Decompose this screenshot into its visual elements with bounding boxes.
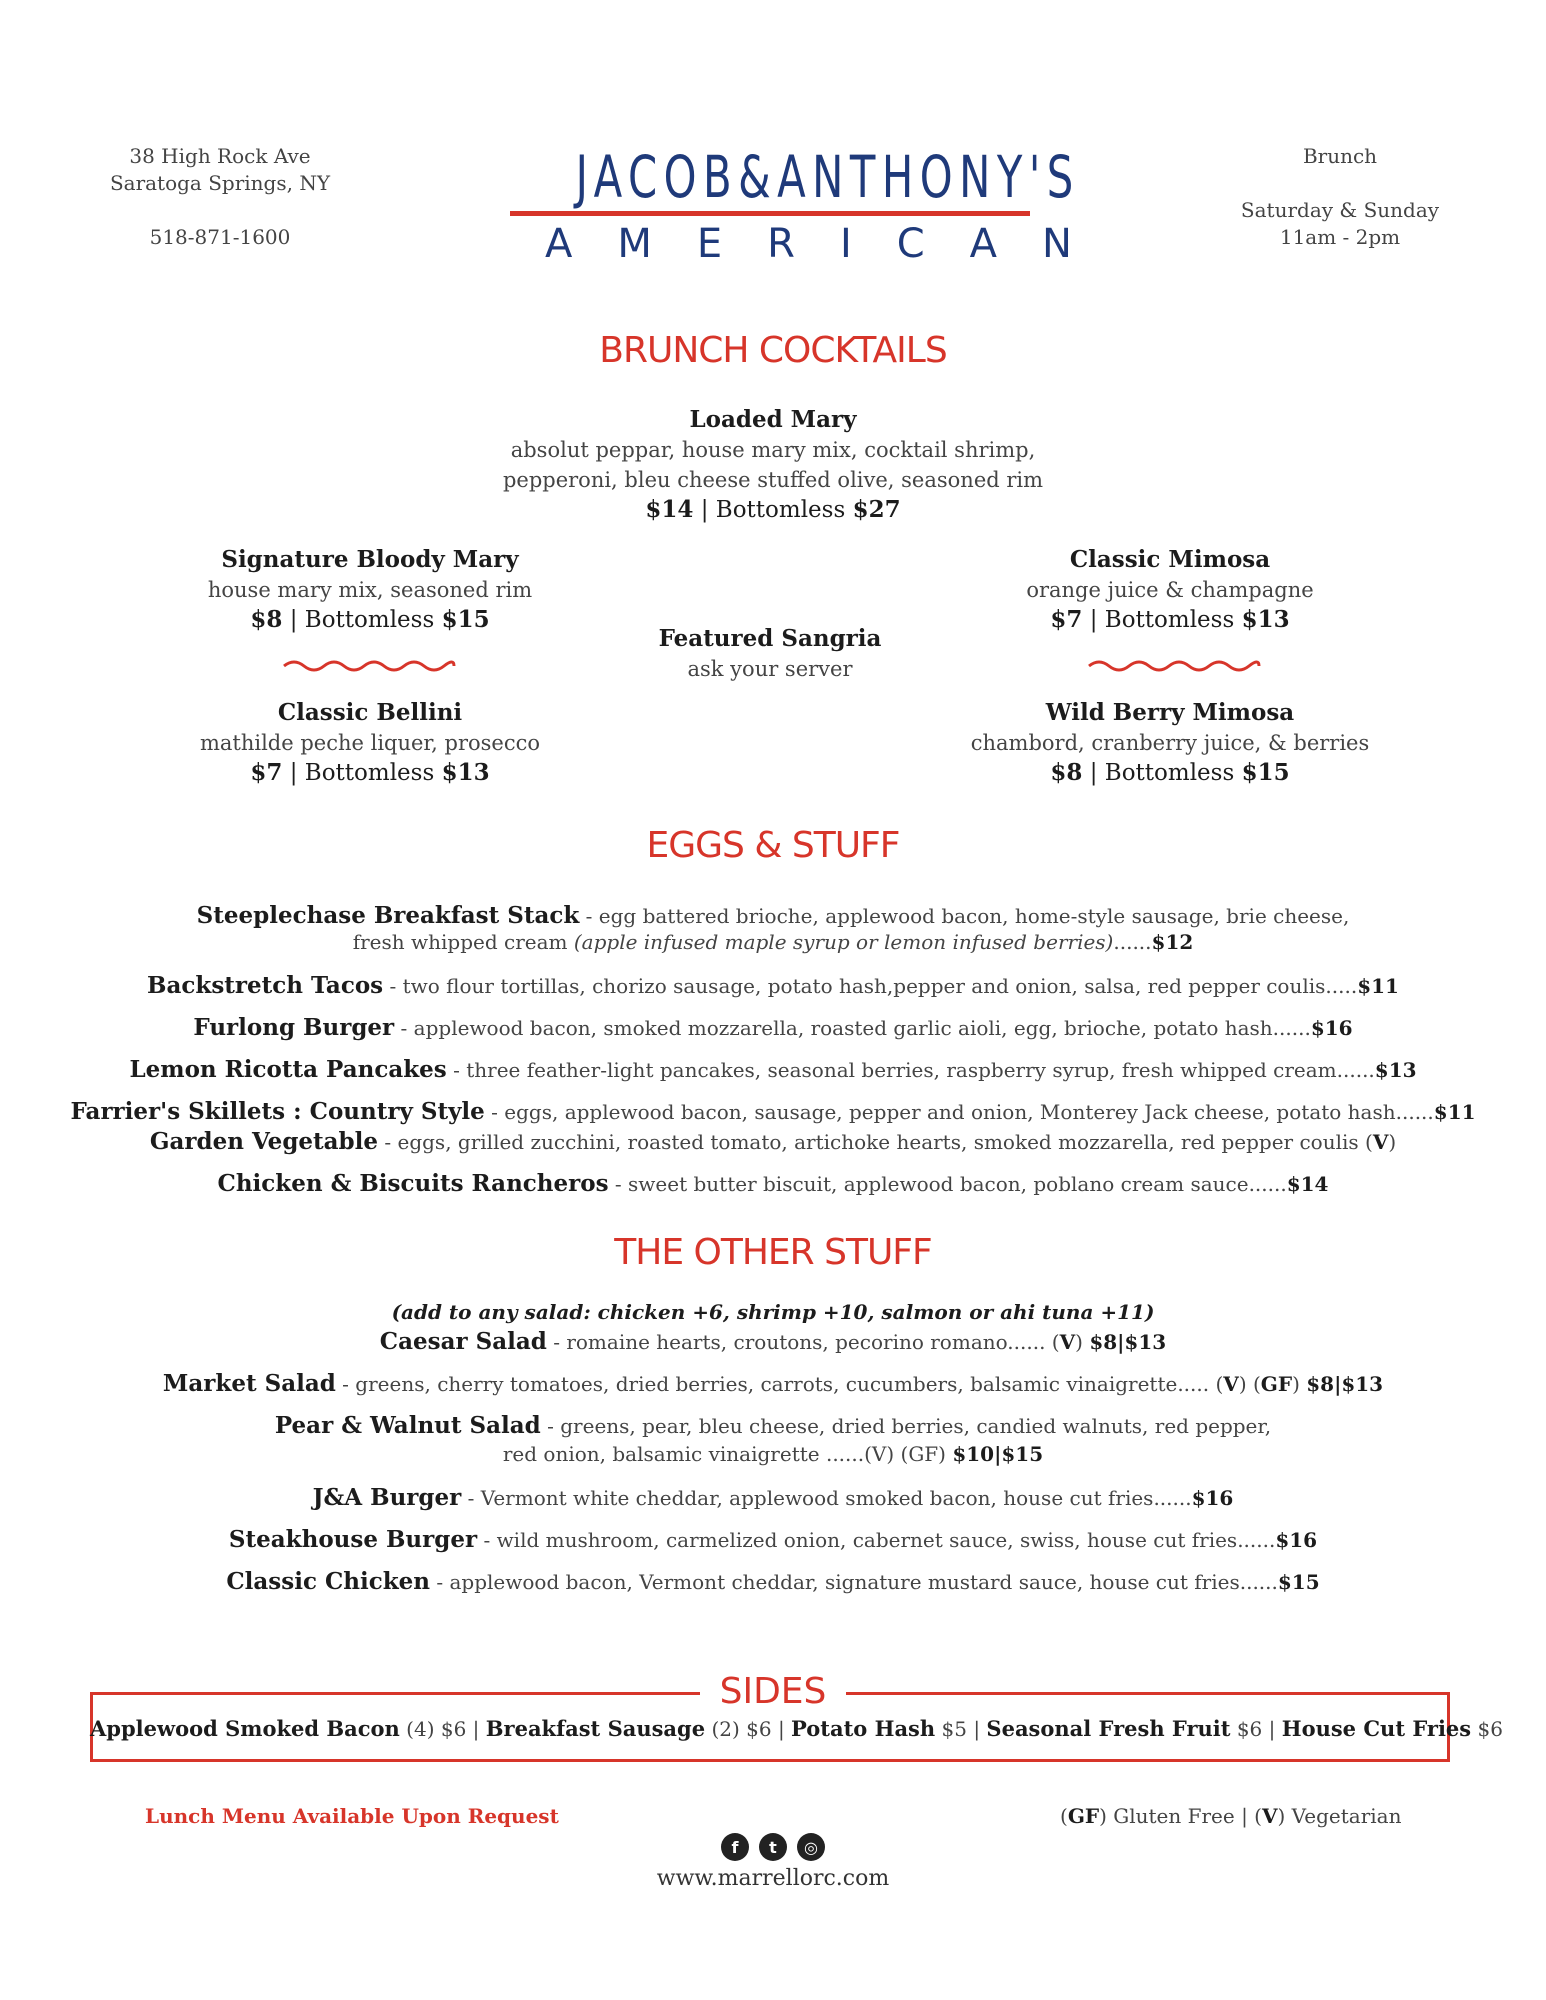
side-item-name: Breakfast Sausage [485,1716,706,1741]
bellini-item [190,698,550,788]
sides-section-title: SIDES [700,1670,846,1714]
eggs-section-title: EGGS & STUFF [646,825,900,866]
right-wave-divider [1087,658,1262,674]
menu-item-caesar: Caesar Salad - romaine hearts, croutons, pecorino romano...... (V) $8|$13 [379,1328,1167,1355]
lunch-menu-note: Lunch Menu Available Upon Request [145,1804,559,1828]
address-line2: Saratoga Springs, NY [109,171,331,195]
restaurant-address [90,143,350,251]
restaurant-logo [500,143,1117,267]
address-line1: 38 High Rock Ave [129,144,311,168]
item-price: $7 | Bottomless $13 [1050,606,1290,633]
item-name: Signature Bloody Mary [221,546,519,573]
side-item-name: Potato Hash [791,1716,936,1741]
item-name: Classic Mimosa [1069,546,1271,573]
loaded-mary-item [473,405,1073,525]
menu-item-classic-chicken: Classic Chicken - applewood bacon, Vermont cheddar, signature mustard sauce, house cut fries......$15 [226,1568,1320,1595]
service-hours [1210,143,1470,251]
item-desc: ask your server [687,657,853,681]
menu-item-ja-burger: J&A Burger - Vermont white cheddar, applewood smoked bacon, house cut fries......$16 [312,1484,1234,1511]
sangria-item [590,624,950,684]
side-item-name: Applewood Smoked Bacon [90,1716,400,1741]
logo-divider [510,211,1030,216]
menu-item-skillets: Farrier's Skillets : Country Style - eggs, applewood bacon, sausage, pepper and onion, Monterey Jack cheese, potato hash......$11 [70,1098,1476,1125]
item-price: $14 | Bottomless $27 [645,496,901,523]
twitter-icon[interactable]: t [759,1833,787,1861]
menu-item-pear-walnut: Pear & Walnut Salad - greens, pear, bleu cheese, dried berries, candied walnuts, red pepper, [274,1412,1272,1439]
item-price: $7 | Bottomless $13 [250,759,490,786]
meal-name: Brunch [1302,144,1378,168]
item-desc: house mary mix, seasoned rim [207,578,533,602]
website-link[interactable]: www.marrellorc.com [656,1866,890,1891]
service-days: Saturday & Sunday [1240,198,1440,222]
menu-item-pear-walnut-cont: red onion, balsamic vinaigrette ......(V) (GF) $10|$15 [502,1442,1044,1466]
bloody-mary-item [190,545,550,635]
cocktails-section-title: BRUNCH COCKTAILS [599,330,947,371]
sides-list: Applewood Smoked Bacon (4) $6 | Breakfast Sausage (2) $6 | Potato Hash $5 | Seasonal Fresh Fruit $6 | House Cut Fries $6 [90,1716,1503,1741]
diet-legend: (GF) Gluten Free | (V) Vegetarian [1060,1804,1402,1828]
side-item-name: House Cut Fries [1281,1716,1472,1741]
item-name: Wild Berry Mimosa [1045,699,1295,726]
item-desc: chambord, cranberry juice, & berries [970,731,1370,755]
logo-top-text: JACOB&ANTHONY'S [575,143,1080,211]
facebook-icon[interactable]: f [721,1833,749,1861]
item-name: Classic Bellini [277,699,463,726]
menu-item-market-salad: Market Salad - greens, cherry tomatoes, dried berries, carrots, cucumbers, balsamic vinaigrette..... (V) (GF) $8|$13 [162,1370,1384,1397]
menu-item-tacos: Backstretch Tacos - two flour tortillas, chorizo sausage, potato hash,pepper and onion, salsa, red pepper coulis.....$11 [147,972,1399,999]
menu-item-steeplechase-cont: fresh whipped cream (apple infused maple syrup or lemon infused berries)......$12 [352,930,1194,954]
item-name: Featured Sangria [658,625,882,652]
menu-item-rancheros: Chicken & Biscuits Rancheros - sweet butter biscuit, applewood bacon, poblano cream sauce......$14 [217,1170,1329,1197]
other-section-title: THE OTHER STUFF [614,1232,932,1273]
left-wave-divider [282,658,457,674]
instagram-icon[interactable]: ◎ [797,1833,825,1861]
menu-item-furlong-burger: Furlong Burger - applewood bacon, smoked mozzarella, roasted garlic aioli, egg, brioche, potato hash......$16 [193,1014,1353,1041]
menu-item-steakhouse-burger: Steakhouse Burger - wild mushroom, carmelized onion, cabernet sauce, swiss, house cut fries......$16 [228,1526,1318,1553]
social-links [708,1833,838,1861]
side-item-name: Seasonal Fresh Fruit [986,1716,1231,1741]
logo-bottom-text: AMERICAN [545,221,1117,267]
item-desc: pepperoni, bleu cheese stuffed olive, seasoned rim [502,468,1044,492]
salad-addon-note: (add to any salad: chicken +6, shrimp +10, salmon or ahi tuna +11) [391,1300,1155,1324]
item-desc: absolut peppar, house mary mix, cocktail shrimp, [510,438,1036,462]
item-price: $8 | Bottomless $15 [250,606,490,633]
classic-mimosa-item [990,545,1350,635]
menu-item-pancakes: Lemon Ricotta Pancakes - three feather-light pancakes, seasonal berries, raspberry syrup, fresh whipped cream......$13 [129,1056,1417,1083]
item-price: $8 | Bottomless $15 [1050,759,1290,786]
menu-item-steeplechase: Steeplechase Breakfast Stack - egg battered brioche, applewood bacon, home-style sausage, brie cheese, [196,902,1350,929]
wild-berry-mimosa-item [970,698,1370,788]
item-name: Loaded Mary [689,406,857,433]
phone-number: 518-871-1600 [149,225,291,249]
item-desc: mathilde peche liquer, prosecco [199,731,541,755]
menu-item-garden-vegetable: Garden Vegetable - eggs, grilled zucchini, roasted tomato, artichoke hearts, smoked mozzarella, red pepper coulis (V) [149,1128,1397,1155]
item-desc: orange juice & champagne [1026,578,1314,602]
service-time: 11am - 2pm [1279,225,1401,249]
